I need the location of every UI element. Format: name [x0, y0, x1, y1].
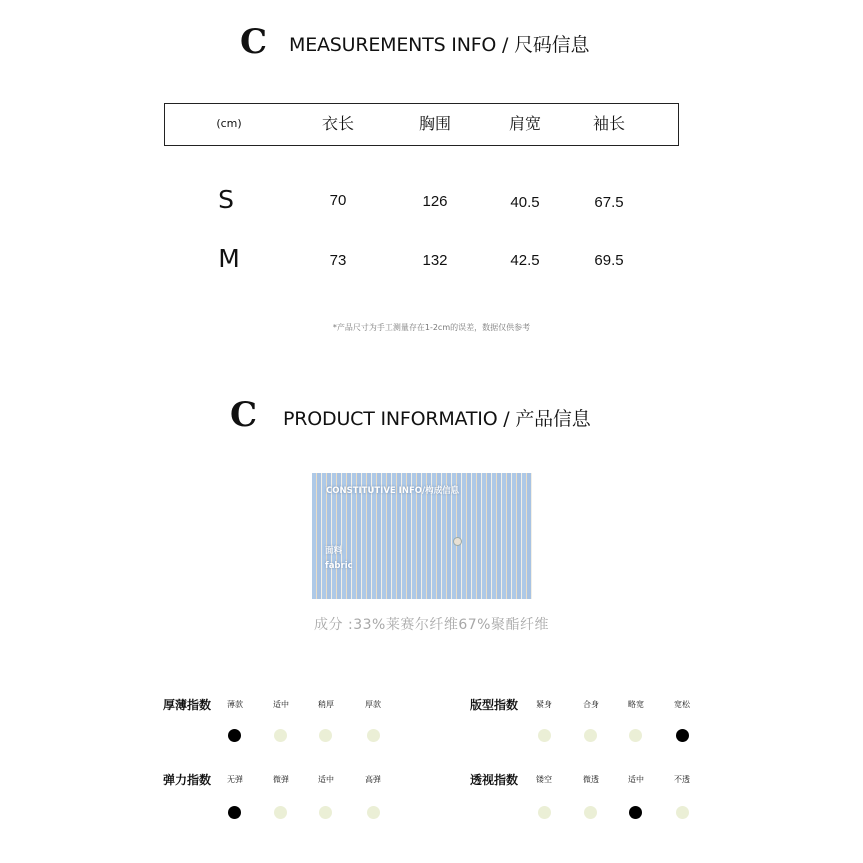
- measurements-title: MEASUREMENTS INFO / 尺码信息: [289, 34, 590, 56]
- index-option-label: 微透: [583, 775, 599, 784]
- shirt-button-detail: [453, 537, 462, 546]
- header-length: 衣长: [321, 114, 354, 133]
- brand-logo: C: [240, 22, 268, 62]
- header-unit: (cm): [216, 117, 242, 130]
- brand-logo: C: [230, 395, 258, 435]
- index-option-label: 厚款: [365, 700, 381, 709]
- index-option-label: 紧身: [536, 700, 552, 709]
- index-option-label: 略宽: [628, 700, 644, 709]
- index-dot: [676, 806, 689, 819]
- product-title: PRODUCT INFORMATIO / 产品信息: [283, 408, 591, 430]
- index-title: 版型指数: [470, 698, 519, 712]
- index-option-label: 不透: [674, 775, 690, 784]
- header-shoulder: 肩宽: [508, 114, 541, 133]
- table-cell: 67.5: [594, 194, 624, 211]
- index-option-label: 宽松: [674, 700, 690, 709]
- index-dot: [367, 729, 380, 742]
- index-dot-selected: [676, 729, 689, 742]
- index-dot: [629, 729, 642, 742]
- index-option-label: 高弹: [365, 775, 381, 784]
- index-dot-selected: [228, 729, 241, 742]
- index-option-label: 适中: [628, 775, 644, 784]
- index-option-label: 合身: [583, 700, 599, 709]
- swatch-label-cn: 面料: [325, 546, 343, 556]
- index-option-label: 无弹: [227, 775, 243, 784]
- index-option-label: 镂空: [536, 775, 552, 784]
- index-option-label: 薄款: [227, 700, 243, 709]
- index-dot-selected: [629, 806, 642, 819]
- table-cell: 40.5: [510, 194, 540, 211]
- index-dot: [274, 806, 287, 819]
- index-dot: [538, 729, 551, 742]
- index-option-label: 稍厚: [318, 700, 334, 709]
- index-dot-selected: [228, 806, 241, 819]
- index-dot: [538, 806, 551, 819]
- index-dot: [319, 729, 332, 742]
- table-cell: 132: [422, 252, 448, 269]
- size-table-header: [164, 103, 679, 146]
- index-dot: [319, 806, 332, 819]
- index-dot: [584, 729, 597, 742]
- table-cell: 73: [329, 252, 347, 269]
- size-label-s: S: [218, 185, 234, 214]
- index-option-label: 适中: [273, 700, 289, 709]
- index-dot: [584, 806, 597, 819]
- index-dot: [367, 806, 380, 819]
- fabric-swatch: [312, 473, 532, 599]
- table-cell: 42.5: [510, 252, 540, 269]
- fabric-composition: 成分 :33%莱赛尔纤维67%聚酯纤维: [314, 617, 549, 633]
- header-sleeve: 袖长: [592, 114, 625, 133]
- index-option-label: 适中: [318, 775, 334, 784]
- size-label-m: M: [218, 244, 240, 273]
- table-cell: 70: [329, 192, 347, 209]
- swatch-label-en: fabric: [325, 561, 353, 571]
- measurement-note: *产品尺寸为手工测量存在1-2cm的误差，数据仅供参考: [332, 323, 531, 332]
- swatch-header: CONSTITUTIVE INFO/构成信息: [326, 486, 460, 496]
- table-cell: 126: [422, 193, 448, 210]
- table-cell: 69.5: [594, 252, 624, 269]
- index-option-label: 微弹: [273, 775, 289, 784]
- header-chest: 胸围: [418, 114, 451, 133]
- index-title: 弹力指数: [163, 773, 212, 787]
- index-title: 厚薄指数: [163, 698, 212, 712]
- index-title: 透视指数: [470, 773, 519, 787]
- index-dot: [274, 729, 287, 742]
